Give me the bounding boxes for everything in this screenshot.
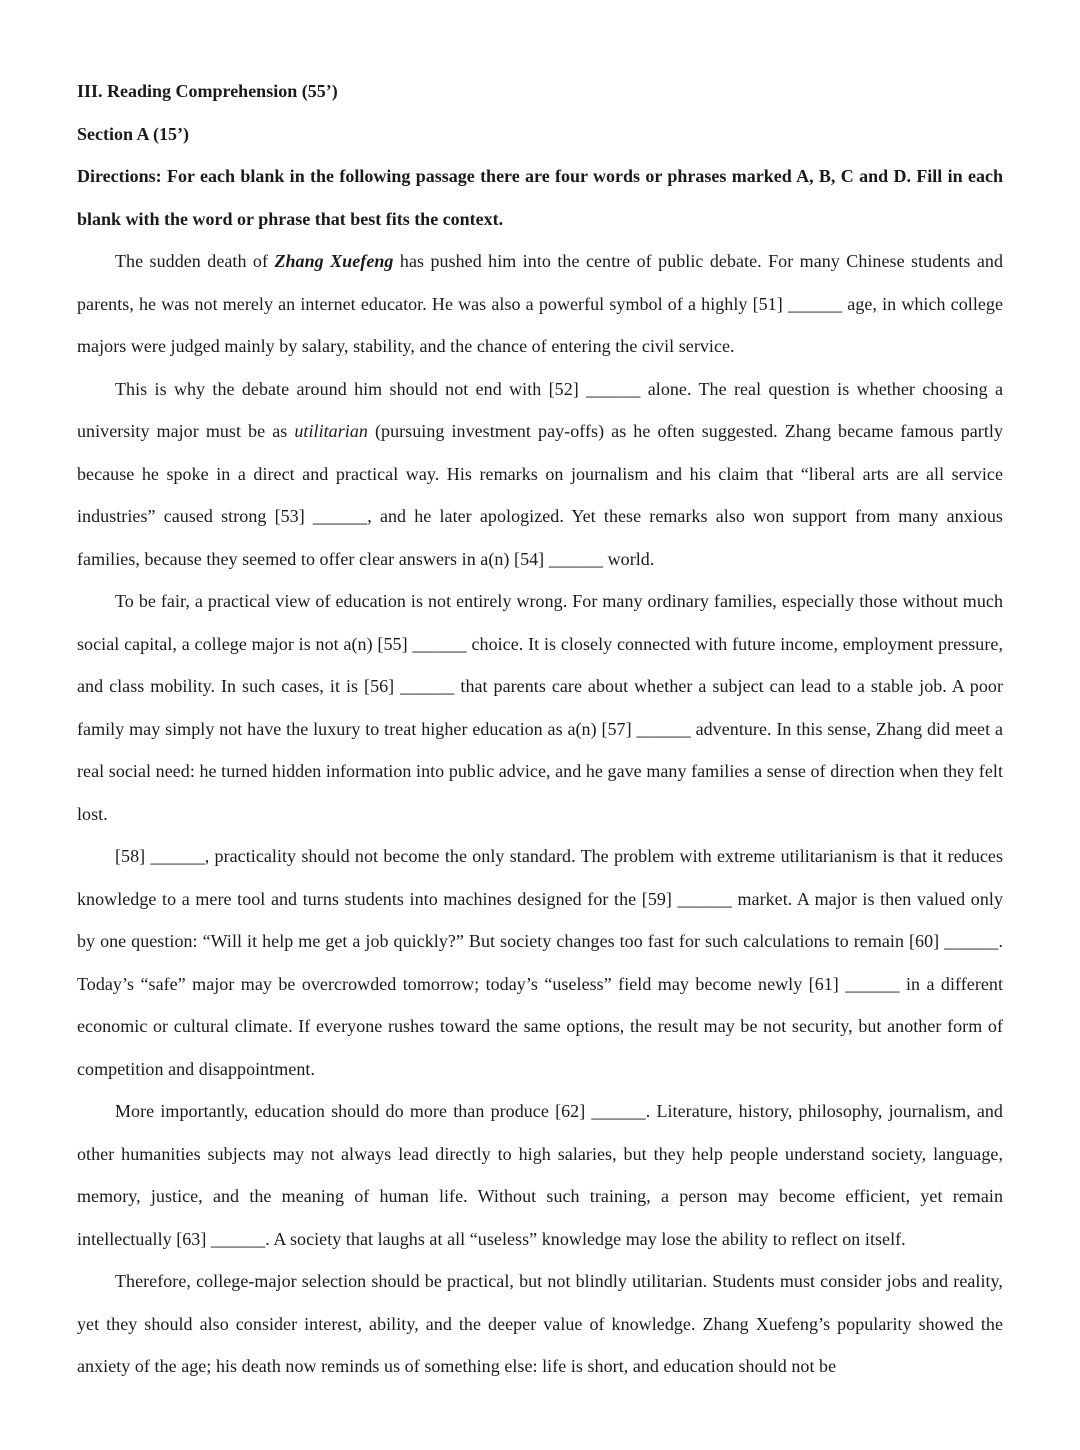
paragraph-1-part-b: has pushed him into the centre of public debate. For many Chinese students and parents, he was not merely an internet educator. He was also a powerful symbol of a highly [51] ______ age, in which college majors were judged mainly by salary, stability, and the chance of entering the civil service.: [77, 251, 1004, 356]
paragraph-2: [77, 368, 1003, 581]
paragraph-2-part-a: This is why the debate around him should not end with [52] ______ alone. The real question is whether choosing a university major must be as: [77, 378, 1003, 441]
subsection-title: Section A (15’): [77, 123, 189, 144]
paragraph-6: Therefore, college-major selection should be practical, but not blindly utilitarian. Students must consider jobs and reality, yet they should also consider interest, ability, and the deeper value of knowledge. Zhang Xuefeng’s popularity showed the anxiety of the age; his death now reminds us of something else: life is short, and education should not be: [77, 1271, 1003, 1376]
paragraph-3: To be fair, a practical view of education is not entirely wrong. For many ordinary families, especially those without much social capital, a college major is not a(n) [55] ______ choice. It is closely connected with future income, employment pressure, and class mobility. In such cases, it is [56] ______ that parents care about whether a subject can lead to a stable job. A poor family may simply not have the luxury to treat higher education as a(n) [57] ______ adventure. In this sense, Zhang did meet a real social need: he turned hidden information into public advice, and he gave many families a sense of direction when they felt lost.: [77, 591, 1003, 824]
person-name: Zhang Xuefeng: [274, 251, 394, 271]
paragraph-2-part-b: (pursuing investment pay-offs) as he often suggested. Zhang became famous partly because he spoke in a direct and practical way. His remarks on journalism and his claim that “liberal arts are all service industries” caused strong [53] ______, and he later apologized. Yet these remarks also won support from many anxious families, because they seemed to offer clear answers in a(n) [54] ______ world.: [77, 421, 1003, 569]
document-page: [77, 70, 1003, 1388]
section-title: III. Reading Comprehension (55’): [77, 81, 338, 101]
paragraph-1-part-a: The sudden death of: [115, 251, 275, 271]
directions: Directions: For each blank in the following passage there are four words or phrases marked A, B, C and D. Fill in each blank with the word or phrase that best fits the context.: [77, 166, 1003, 229]
paragraph-5: More importantly, education should do more than produce [62] ______. Literature, history, philosophy, journalism, and other humanities subjects may not always lead directly to high salaries, but they help people understand society, language, memory, justice, and the meaning of human life. Without such training, a person may become efficient, yet remain intellectually [63] ______. A society that laughs at all “useless” knowledge may lose the ability to reflect on itself.: [77, 1101, 1003, 1249]
paragraph-1: [77, 240, 1003, 368]
paragraph-4: [58] ______, practicality should not become the only standard. The problem with extreme utilitarianism is that it reduces knowledge to a mere tool and turns students into machines designed for the [59] ______ market. A major is then valued only by one question: “Will it help me get a job quickly?” But society changes too fast for such calculations to remain [60] ______. Today’s “safe” major may be overcrowded tomorrow; today’s “useless” field may become newly [61] ______ in a different economic or cultural climate. If everyone rushes toward the same options, the result may be not security, but another form of competition and disappointment.: [77, 846, 1003, 1079]
italic-term: utilitarian: [294, 421, 368, 441]
